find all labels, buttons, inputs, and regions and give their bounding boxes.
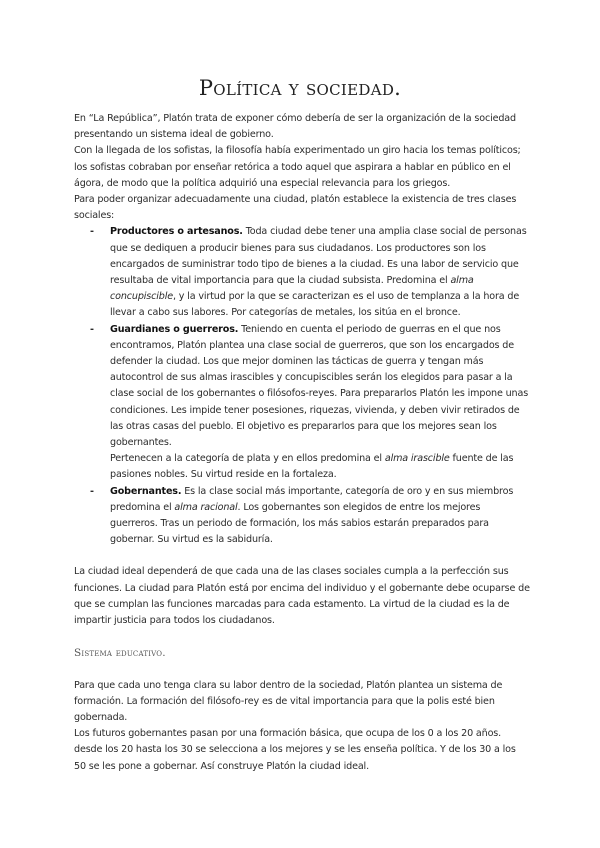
bullet-dash: - — [90, 226, 94, 238]
list-item — [90, 224, 530, 321]
social-classes-list — [74, 224, 530, 548]
document-body — [74, 111, 530, 775]
class-emphasis: alma irascible — [384, 453, 450, 465]
page-title: Política y sociedad. — [198, 76, 402, 100]
intro-paragraph: En “La República”, Platón trata de exponer cómo debería de ser la organización de la sociedad presentando un sistema ideal de gobierno. — [74, 113, 516, 141]
conclusion-paragraph: La ciudad ideal dependerá de que cada una de las clases sociales cumpla a la perfección sus funciones. La ciudad para Platón está por encima del individuo y el gobernante debe ocuparse de que se cumplan las funciones marcadas para cada estamento. La virtud de la ciudad es la de impartir justicia para todos los ciudadanos. — [74, 566, 530, 627]
class-term: Gobernantes. — [110, 485, 182, 497]
class-term: Guardianes o guerreros. — [110, 323, 239, 335]
class-text: Teniendo en cuenta el periodo de guerras en el que nos encontramos, Platón plantea una clase social de guerreros, que son los encargados de defender la ciudad. Los que mejor dominen las tácticas de guerra y tengan más autocontrol de sus almas irascibles y concupiscibles serán los elegidos para pasar a la clase social de los gobernantes o filósofos-reyes. Para prepararlos Platón les impone unas condiciones. Les impide tener posesiones, riquezas, vivienda, y deben vivir retirados de las otras casas del pueblo. El objetivo es prepararlos para que los mejores sean los gobernantes. — [110, 323, 529, 449]
class-emphasis: alma racional — [174, 501, 238, 513]
section-paragraph: Los futuros gobernantes pasan por una formación básica, que ocupa de los 0 a los 20 años. desde los 20 hasta los 30 se selecciona a los mejores y se les enseña política. Y de los 30 a los 50 se les pone a gobernar. Así construye Platón la ciudad ideal. — [74, 728, 516, 772]
intro-paragraph: Con la llegada de los sofistas, la filosofía había experimentado un giro hacia los temas políticos; los sofistas cobraban por enseñar retórica a todo aquel que aspirara a hablar en público en el ágora, de modo que la política adquirió una especial relevancia para los griegos. — [74, 145, 521, 189]
class-text: . Los gobernantes son elegidos de entre los mejores guerreros. Tras un periodo de formación, los más sabios estarán preparados para gobernar. Su virtud es la sabiduría. — [110, 501, 489, 546]
spacer — [74, 548, 530, 564]
class-text: fuente de las pasiones nobles. Su virtud reside en la fortaleza. — [110, 453, 514, 481]
bullet-dash: - — [90, 485, 94, 497]
bullet-dash: - — [90, 323, 94, 335]
class-emphasis: alma concupiscible — [110, 275, 474, 303]
list-item — [90, 484, 530, 549]
section-paragraph: Para que cada uno tenga clara su labor dentro de la sociedad, Platón plantea un sistema de formación. La formación del filósofo-rey es de vital importancia para que la polis esté bien gobernada. — [74, 679, 503, 723]
section-heading: Sistema educativo. — [74, 647, 166, 660]
class-term: Productores o artesanos. — [110, 226, 243, 238]
class-extra-paragraph — [110, 451, 530, 483]
class-text: Pertenecen a la categoría de plata y en ellos predomina el — [110, 453, 385, 465]
class-text: Es la clase social más importante, categoría de oro y en sus miembros predomina el — [110, 485, 514, 513]
spacer — [74, 629, 530, 645]
class-text: , y la virtud por la que se caracterizan es el uso de templanza a la hora de llevar a cabo sus labores. Por categorías de metales, los sitúa en el bronce. — [110, 291, 520, 319]
intro-paragraph: Para poder organizar adecuadamente una ciudad, platón establece la existencia de tres clases sociales: — [74, 194, 517, 222]
spacer — [74, 662, 530, 678]
list-item — [90, 322, 530, 484]
class-text: Toda ciudad debe tener una amplia clase social de personas que se dediquen a producir bienes para sus ciudadanos. Los productores son los encargados de suministrar todo tipo de bienes a la ciudad. Es una labor de servicio que resultaba de vital importancia para que la ciudad subsista. Predomina el — [110, 226, 527, 287]
